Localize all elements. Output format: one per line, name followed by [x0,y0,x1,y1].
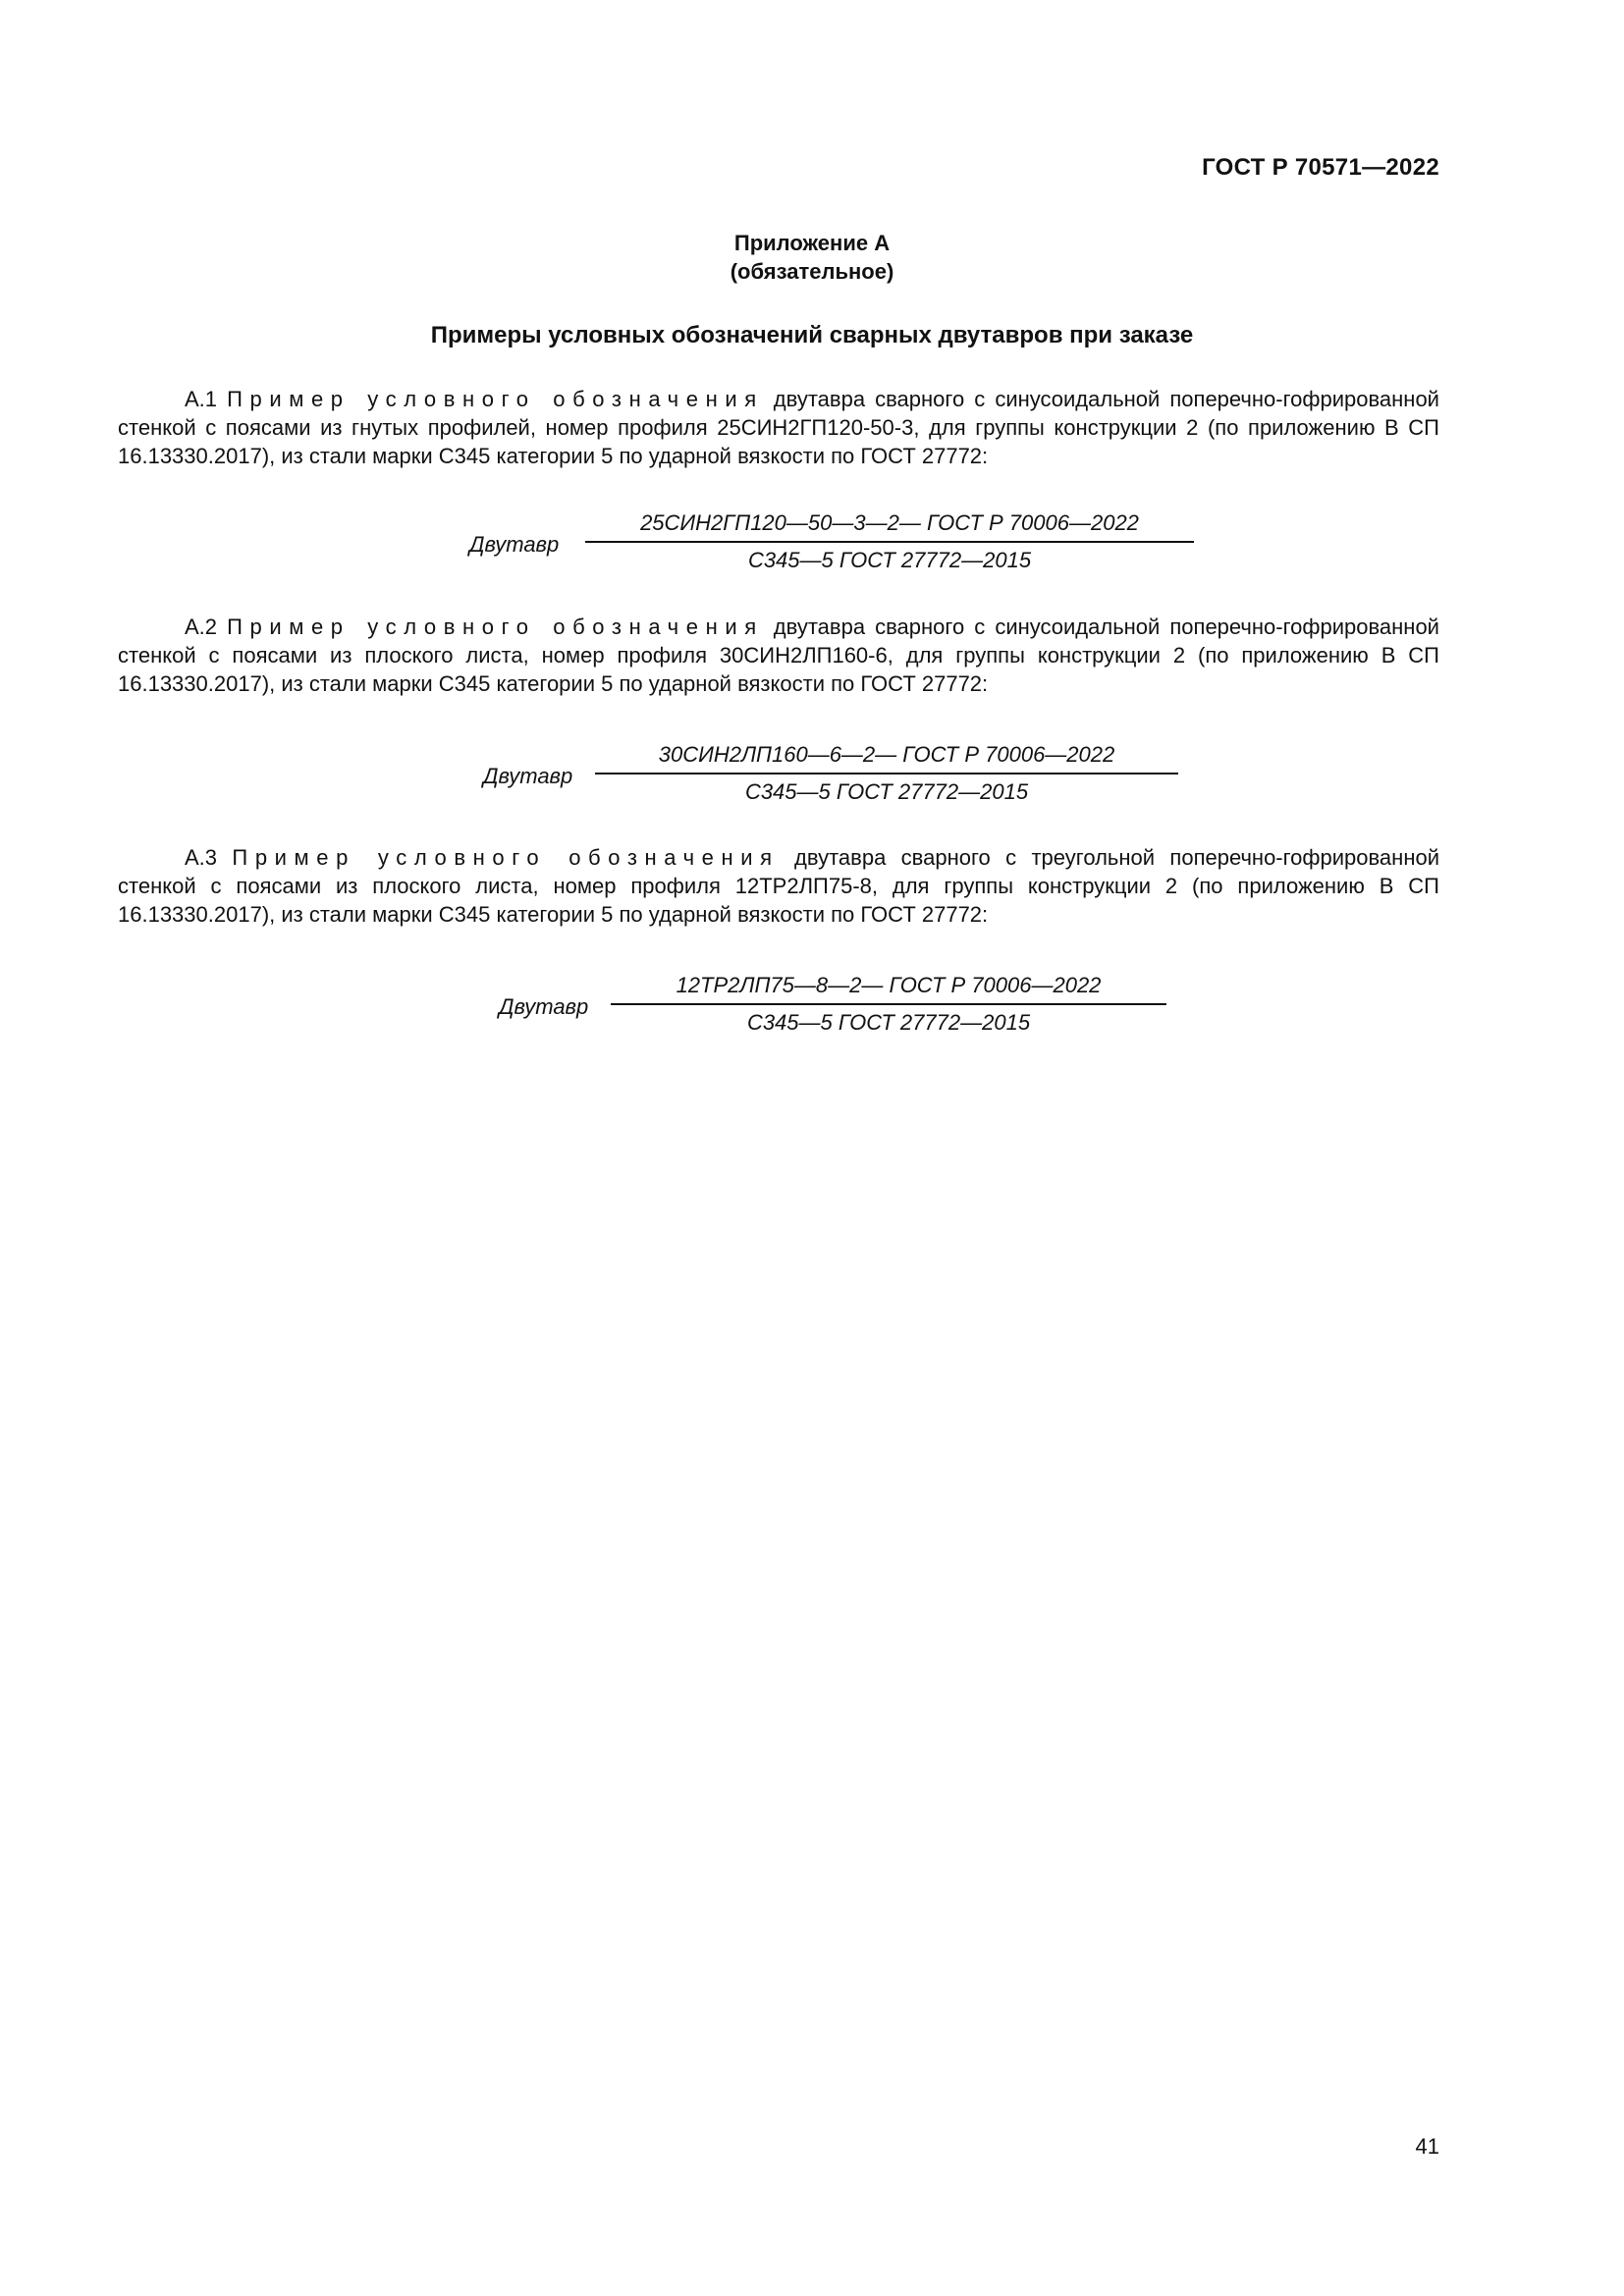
example-number: А.3 [185,845,218,870]
page-number: 41 [1415,2134,1439,2159]
designation-numerator: 25СИН2ГП120—50—3—2— ГОСТ Р 70006—2022 [585,510,1194,543]
designation-numerator: 30СИН2ЛП160—6—2— ГОСТ Р 70006—2022 [595,742,1178,774]
example-lead: Пример условного обозначения [232,845,780,870]
designation-prefix: Двутавр [469,532,560,557]
designation-fraction [585,510,1194,573]
example-number: А.1 [185,387,218,411]
designation-prefix: Двутавр [483,764,573,788]
designation-prefix: Двутавр [499,994,589,1019]
example-text: двутавра сварного с треугольной поперечно-гофрированной стенкой с поясами из плоского листа, номер профиля 12ТР2ЛП75-8, для группы конструкции 2 (по приложению В СП 16.13330.2017), из стали марки С345 категории 5 по ударной вязкости по ГОСТ 27772: [118,845,1439,927]
example-paragraph-a1 [118,385,1439,470]
appendix-title-block [0,229,1624,286]
designation-fraction [611,973,1166,1036]
designation-denominator: С345—5 ГОСТ 27772—2015 [747,548,1032,572]
appendix-heading: Примеры условных обозначений сварных двутавров при заказе [430,322,1194,348]
designation-numerator: 12ТР2ЛП75—8—2— ГОСТ Р 70006—2022 [611,973,1166,1005]
document-standard-header: ГОСТ Р 70571—2022 [1202,154,1439,181]
designation-fraction [595,742,1178,805]
example-paragraph-a3 [118,843,1439,929]
example-paragraph-a2 [118,613,1439,698]
appendix-subtitle: (обязательное) [730,259,894,284]
designation-denominator: С345—5 ГОСТ 27772—2015 [746,1010,1031,1035]
example-text: двутавра сварного с синусоидальной поперечно-гофрированной стенкой с поясами из плоского листа, номер профиля 30СИН2ЛП160-6, для группы конструкции 2 (по приложению В СП 16.13330.2017), из стали марки С345 категории 5 по ударной вязкости по ГОСТ 27772: [118,614,1439,696]
example-lead: Пример условного обозначения [227,614,764,639]
designation-denominator: С345—5 ГОСТ 27772—2015 [744,779,1029,804]
appendix-title: Приложение А [733,231,891,255]
example-text: двутавра сварного с синусоидальной поперечно-гофрированной стенкой с поясами из гнутых профилей, номер профиля 25СИН2ГП120-50-3, для группы конструкции 2 (по приложению В СП 16.13330.2017), из стали марки С345 категории 5 по ударной вязкости по ГОСТ 27772: [118,387,1439,468]
example-lead: Пример условного обозначения [227,387,764,411]
example-number: А.2 [185,614,218,639]
